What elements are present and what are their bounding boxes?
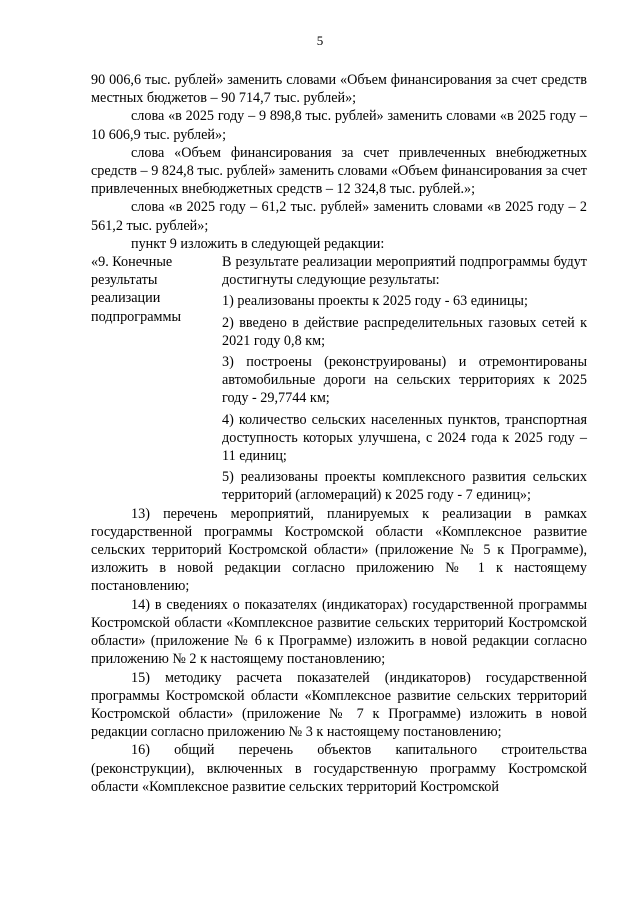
item-16: 16) общий перечень объектов капитального строительства (реконструкции), включенных в государственную программу Костромской области «Комплексное развитие сельских территорий Костромской [91, 742, 587, 795]
final-results-label [91, 253, 222, 505]
document-body [91, 71, 587, 796]
paragraph-2025-extrabudgetary: слова «в 2025 году – 61,2 тыс. рублей» заменить словами «в 2025 году – 2 561,2 тыс. рублей»; [91, 199, 587, 234]
item-15: 15) методику расчета показателей (индикаторов) государственной программы Костромской области «Комплексное развитие сельских территорий Костромской области» (приложение № 7 к Программе) изложить в новой редакции согласно приложению № 3 к настоящему постановлению; [91, 669, 587, 741]
result-item: 2) введено в действие распределительных газовых сетей к 2021 году 0,8 км; [222, 314, 587, 349]
final-results-content [222, 253, 587, 505]
label-line: «9. Конечные [91, 254, 173, 271]
final-results-table [91, 253, 587, 505]
label-line: подпрограммы [91, 308, 181, 325]
result-item: 1) реализованы проекты к 2025 году - 63 единицы; [222, 293, 528, 310]
label-line: результаты [91, 272, 158, 289]
label-line: реализации [91, 290, 161, 307]
item-13: 13) перечень мероприятий, планируемых к реализации в рамках государственной программы Костромской области «Комплексное развитие сельских территорий Костромской области» (приложение № 5 к Программе), изложить в новой редакции согласно приложению № 1 к настоящему постановлению; [91, 505, 587, 595]
paragraph-2025-year: слова «в 2025 году – 9 898,8 тыс. рублей» заменить словами «в 2025 году – 10 606,9 тыс. рублей»; [91, 108, 587, 143]
result-item: 5) реализованы проекты комплексного развития сельских территорий (агломераций) к 2025 году - 7 единиц»; [222, 469, 587, 504]
page-number: 5 [316, 33, 324, 48]
result-item: 3) построены (реконструированы) и отремонтированы автомобильные дороги на сельских территориях к 2025 году - 29,7744 км; [222, 354, 587, 407]
results-intro: В результате реализации мероприятий подпрограммы будут достигнуты следующие результаты: [222, 254, 587, 289]
paragraph-point-9: пункт 9 изложить в следующей редакции: [131, 235, 385, 252]
paragraph-local-budget: 90 006,6 тыс. рублей» заменить словами «Объем финансирования за счет средств местных бюджетов – 90 714,7 тыс. рублей»; [91, 72, 587, 107]
paragraph-extrabudgetary: слова «Объем финансирования за счет привлеченных внебюджетных средств – 9 824,8 тыс. рублей» заменить словами «Объем финансирования за счет привлеченных внебюджетных средств – 12 324,8 тыс. рублей.»; [91, 144, 587, 198]
result-item: 4) количество сельских населенных пунктов, транспортная доступность которых улучшена, с 2024 года к 2025 году – 11 единиц; [222, 411, 587, 465]
item-14: 14) в сведениях о показателях (индикаторах) государственной программы Костромской области «Комплексное развитие сельских территорий Костромской области» (приложение № 6 к Программе) изложить в новой редакции согласно приложению № 2 к настоящему постановлению; [91, 596, 587, 668]
